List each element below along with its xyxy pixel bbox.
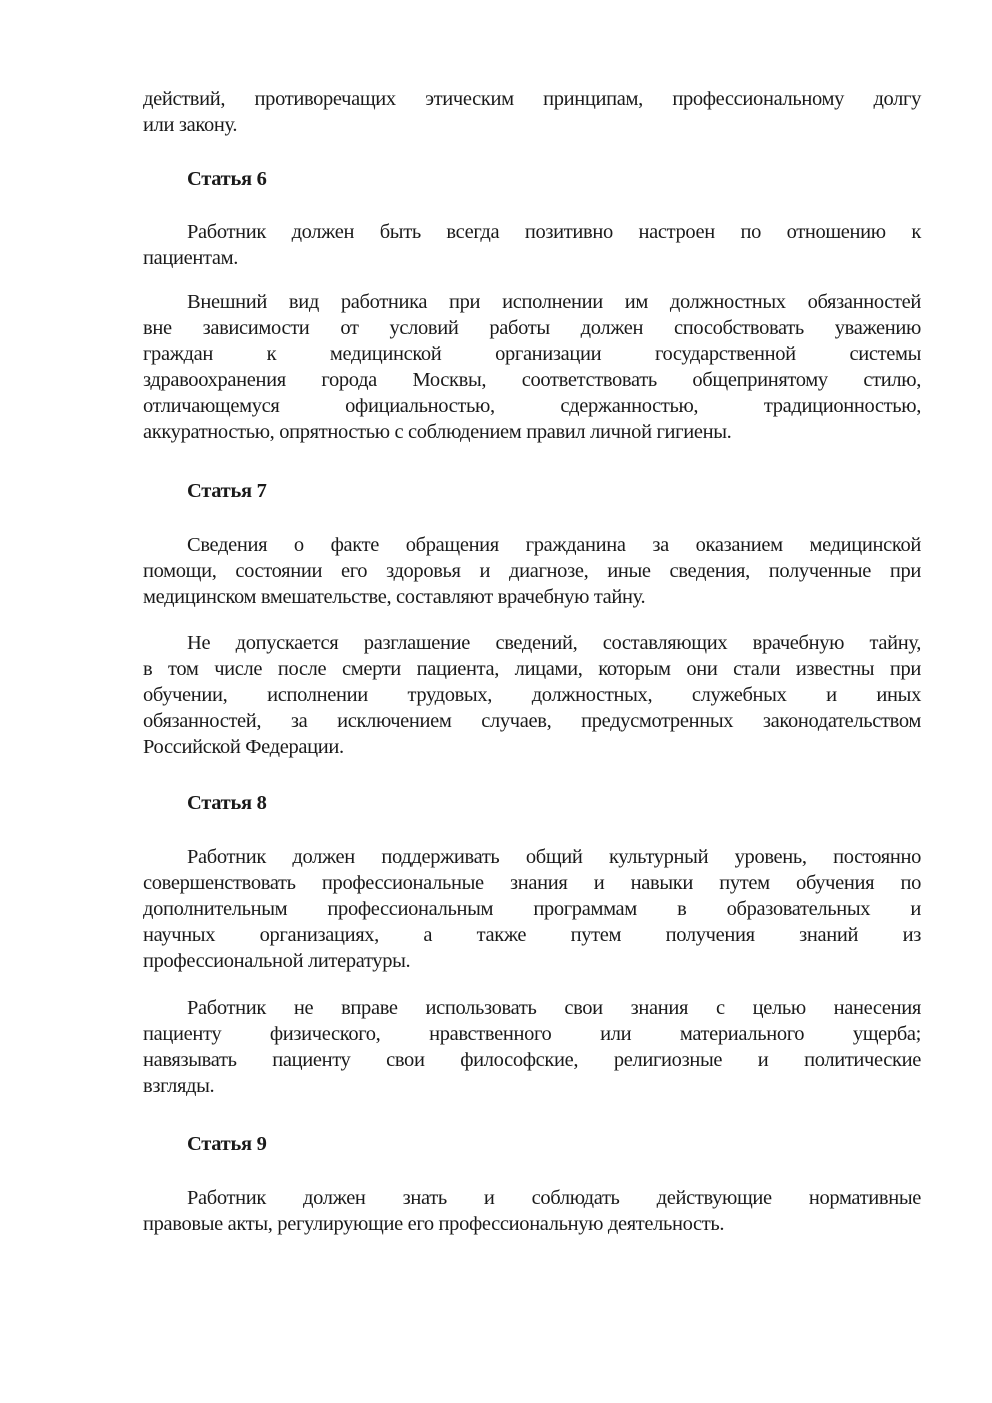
article-8-paragraph-1 — [143, 844, 921, 974]
text-line: или закону. — [143, 114, 238, 136]
text-line: граждан к медицинской организации государственной системы — [143, 343, 921, 365]
text-line: обучении, исполнении трудовых, должностных, служебных и иных — [143, 684, 921, 706]
text-line: пациенту физического, нравственного или материального ущерба; — [143, 1023, 921, 1045]
text-line: Работник должен знать и соблюдать действующие нормативные — [187, 1187, 921, 1209]
paragraph-continuation — [143, 86, 921, 138]
text-line: пациентам. — [143, 247, 238, 269]
text-line: совершенствовать профессиональные знания и навыки путем обучения по — [143, 872, 921, 894]
text-line: здравоохранения города Москвы, соответствовать общепринятому стилю, — [143, 369, 921, 391]
article-heading-9: Статья 9 — [187, 1133, 267, 1155]
text-line: Сведения о факте обращения гражданина за оказанием медицинской — [187, 534, 921, 556]
text-line: действий, противоречащих этическим принципам, профессиональному долгу — [143, 88, 921, 110]
article-heading-6: Статья 6 — [187, 168, 267, 190]
text-line: в том числе после смерти пациента, лицами, которым они стали известны при — [143, 658, 921, 680]
text-line: Работник должен быть всегда позитивно настроен по отношению к — [187, 221, 921, 243]
article-8-paragraph-2 — [143, 995, 921, 1099]
text-line: помощи, состоянии его здоровья и диагнозе, иные сведения, полученные при — [143, 560, 921, 582]
text-line: научных организациях, а также путем получения знаний из — [143, 924, 921, 946]
text-line: Работник не вправе использовать свои знания с целью нанесения — [187, 997, 921, 1019]
text-line: взгляды. — [143, 1075, 215, 1097]
text-line: Российской Федерации. — [143, 736, 344, 758]
article-6-paragraph-2 — [143, 289, 921, 445]
article-heading-8: Статья 8 — [187, 792, 267, 814]
text-line: медицинском вмешательстве, составляют врачебную тайну. — [143, 586, 646, 608]
text-line: Работник должен поддерживать общий культурный уровень, постоянно — [187, 846, 921, 868]
text-line: отличающемуся официальностью, сдержанностью, традиционностью, — [143, 395, 921, 417]
text-line: вне зависимости от условий работы должен способствовать уважению — [143, 317, 921, 339]
article-6-paragraph-1 — [143, 219, 921, 271]
article-7-paragraph-1 — [143, 532, 921, 610]
text-line: правовые акты, регулирующие его профессиональную деятельность. — [143, 1213, 725, 1235]
text-line: профессиональной литературы. — [143, 950, 411, 972]
text-line: навязывать пациенту свои философские, религиозные и политические — [143, 1049, 921, 1071]
text-line: Не допускается разглашение сведений, составляющих врачебную тайну, — [187, 632, 921, 654]
text-line: Внешний вид работника при исполнении им должностных обязанностей — [187, 291, 921, 313]
article-7-paragraph-2 — [143, 630, 921, 760]
text-line: аккуратностью, опрятностью с соблюдением правил личной гигиены. — [143, 421, 732, 443]
text-line: обязанностей, за исключением случаев, предусмотренных законодательством — [143, 710, 921, 732]
article-9-paragraph-1 — [143, 1185, 921, 1237]
text-line: дополнительным профессиональным программам в образовательных и — [143, 898, 921, 920]
article-heading-7: Статья 7 — [187, 480, 267, 502]
